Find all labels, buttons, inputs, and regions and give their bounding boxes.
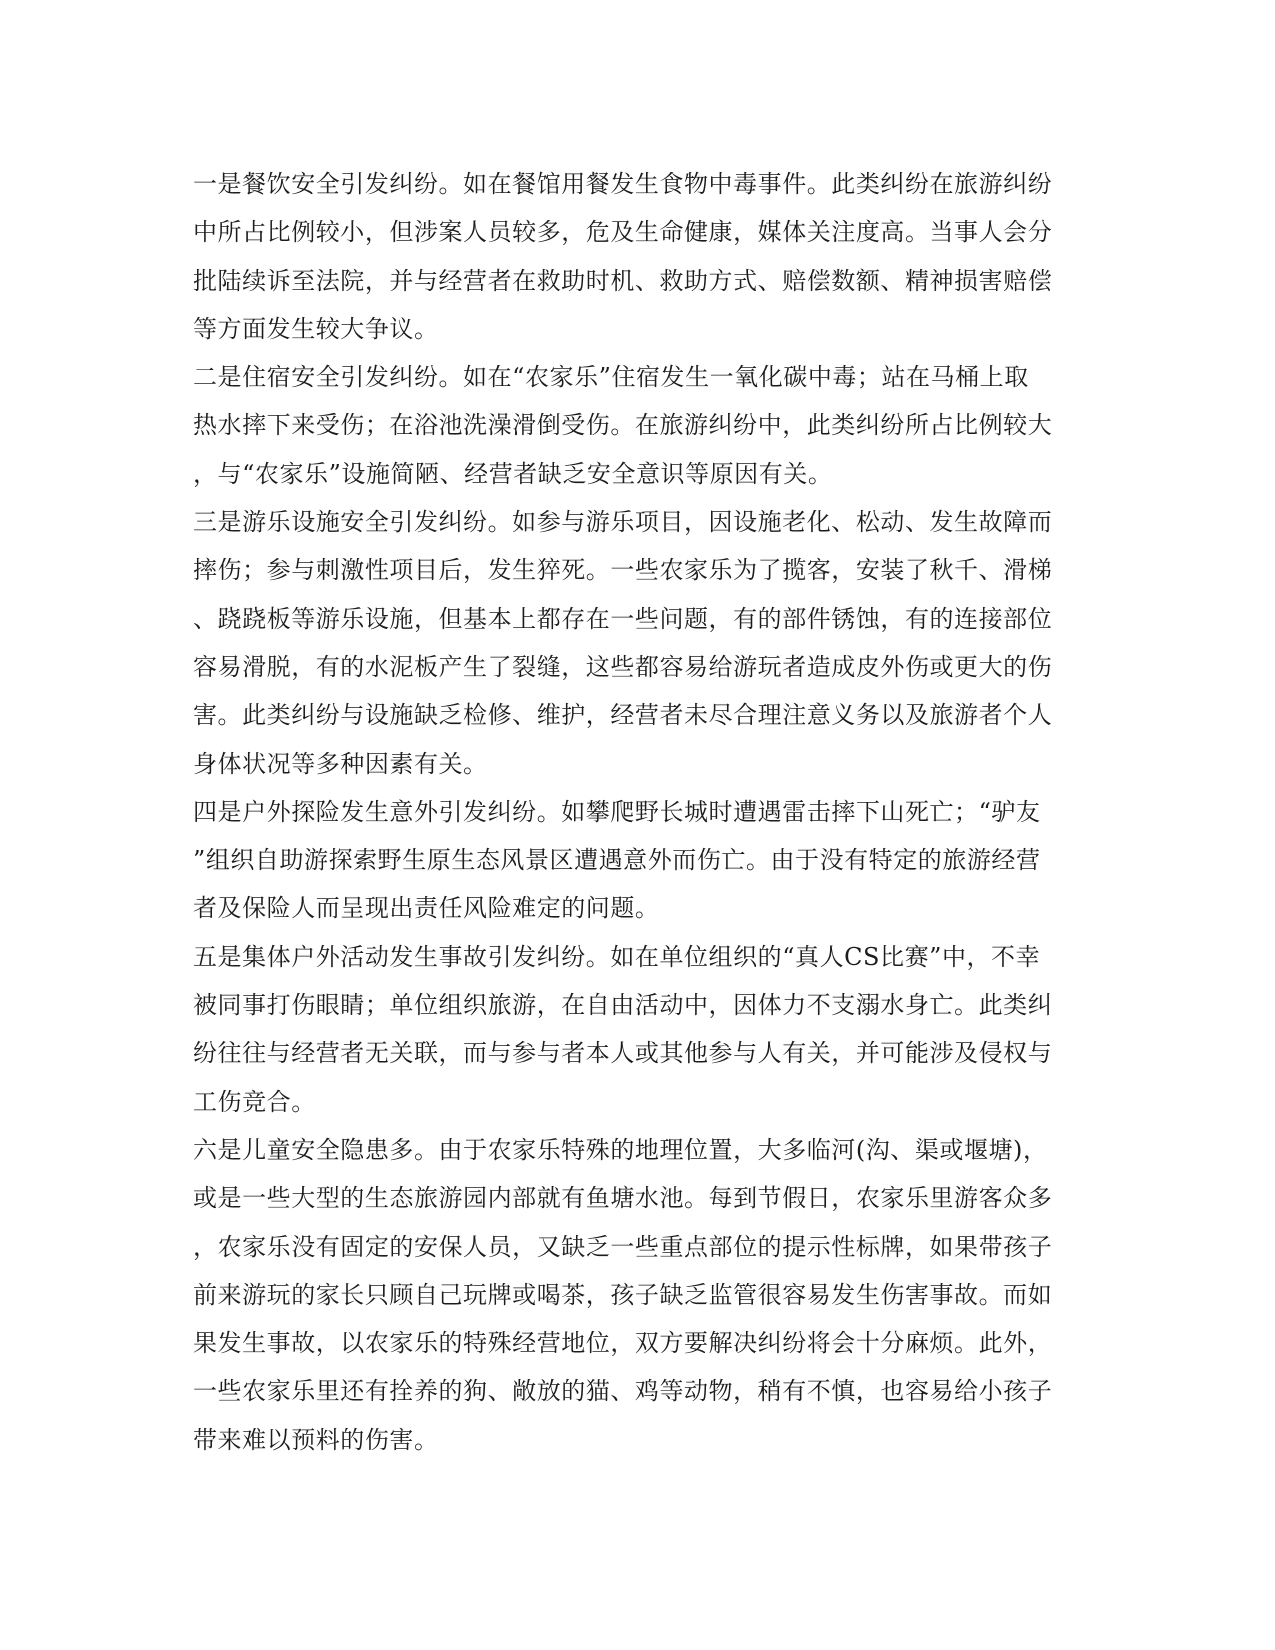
text-line: 、跷跷板等游乐设施，但基本上都存在一些问题，有的部件锈蚀，有的连接部位: [193, 604, 1053, 633]
text-line: ，农家乐没有固定的安保人员，又缺乏一些重点部位的提示性标牌，如果带孩子: [193, 1232, 1053, 1261]
text-line: ，与“农家乐”设施简陋、经营者缺乏安全意识等原因有关。: [193, 459, 833, 488]
document-body: [193, 160, 1073, 1464]
text-line: 一是餐饮安全引发纠纷。如在餐馆用餐发生食物中毒事件。此类纠纷在旅游纠纷: [193, 170, 1053, 198]
text-line: 果发生事故，以农家乐的特殊经营地位，双方要解决纠纷将会十分麻烦。此外，: [193, 1329, 1053, 1358]
text-line: 六是儿童安全隐患多。由于农家乐特殊的地理位置，大多临河(沟、渠或堰塘)，: [193, 1135, 1048, 1164]
text-line: 或是一些大型的生态旅游园内部就有鱼塘水池。每到节假日，农家乐里游客众多: [193, 1184, 1053, 1213]
text-line: 纷往往与经营者无关联，而与参与者本人或其他参与人有关，并可能涉及侵权与: [193, 1039, 1053, 1068]
text-line: 容易滑脱，有的水泥板产生了裂缝，这些都容易给游玩者造成皮外伤或更大的伤: [193, 652, 1053, 681]
text-line: 四是户外探险发生意外引发纠纷。如攀爬野长城时遭遇雷击摔下山死亡；“驴友: [193, 797, 1041, 826]
text-line: 等方面发生较大争议。: [193, 314, 439, 343]
text-line: 二是住宿安全引发纠纷。如在“农家乐”住宿发生一氧化碳中毒；站在马桶上取: [193, 363, 1029, 392]
text-line: 害。此类纠纷与设施缺乏检修、维护，经营者未尽合理注意义务以及旅游者个人: [193, 701, 1053, 730]
text-line: 前来游玩的家长只顾自己玩牌或喝茶，孩子缺乏监管很容易发生伤害事故。而如: [193, 1280, 1053, 1309]
text-line: 一些农家乐里还有拴养的狗、敞放的猫、鸡等动物，稍有不慎，也容易给小孩子: [193, 1377, 1053, 1406]
text-line: 五是集体户外活动发生事故引发纠纷。如在单位组织的“真人CS比赛”中，不幸: [193, 942, 1041, 971]
text-line: 被同事打伤眼睛；单位组织旅游，在自由活动中，因体力不支溺水身亡。此类纠: [193, 991, 1053, 1020]
text-line: 批陆续诉至法院，并与经营者在救助时机、救助方式、赔偿数额、精神损害赔偿: [193, 266, 1053, 295]
text-line: 热水摔下来受伤；在浴池洗澡滑倒受伤。在旅游纠纷中，此类纠纷所占比例较大: [193, 411, 1053, 440]
text-line: 中所占比例较小，但涉案人员较多，危及生命健康，媒体关注度高。当事人会分: [193, 218, 1053, 247]
text-line: 身体状况等多种因素有关。: [193, 749, 488, 778]
text-line: 三是游乐设施安全引发纠纷。如参与游乐项目，因设施老化、松动、发生故障而: [193, 508, 1053, 537]
text-line: ”组织自助游探索野生原生态风景区遭遇意外而伤亡。由于没有特定的旅游经营: [193, 846, 1041, 875]
text-line: 工伤竞合。: [193, 1087, 316, 1116]
text-line: 摔伤；参与刺激性项目后，发生猝死。一些农家乐为了揽客，安装了秋千、滑梯: [193, 556, 1053, 585]
text-line: 带来难以预料的伤害。: [193, 1425, 439, 1454]
text-line: 者及保险人而呈现出责任风险难定的问题。: [193, 894, 660, 923]
